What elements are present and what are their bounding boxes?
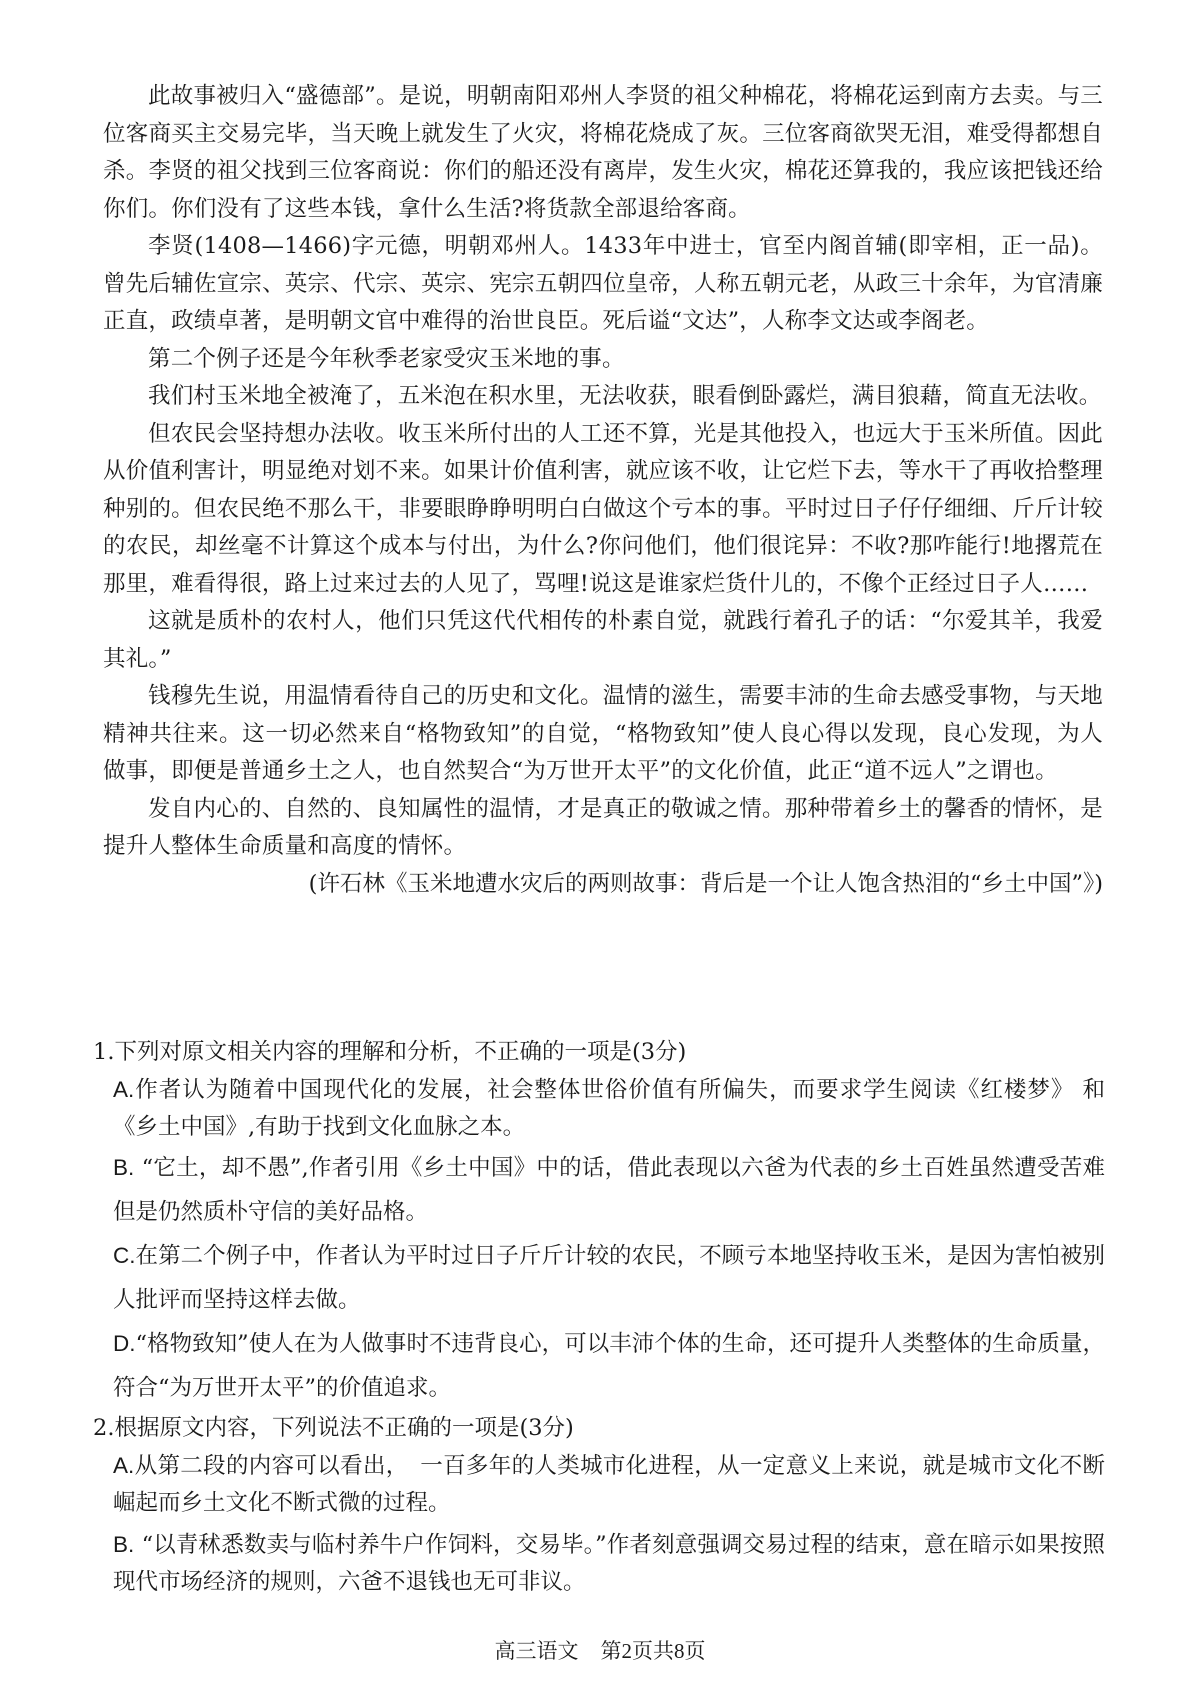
option-text: 作者认为随着中国现代化的发展，社会整体世俗价值有所偏失，而要求学生阅读《红楼梦》 和《乡土中国》,有助于找到文化血脉之本。 xyxy=(113,1077,1105,1140)
question-1-option-c xyxy=(93,1234,1105,1322)
option-text: “格物致知”使人在为人做事时不违背良心，可以丰沛个体的生命，还可提升人类整体的生命质量，符合“为万世开太平”的价值追求。 xyxy=(113,1331,1105,1401)
option-text: 从第二段的内容可以看出， 一百多年的人类城市化进程，从一定意义上来说，就是城市文化不断崛起而乡土文化不断式微的过程。 xyxy=(113,1453,1105,1516)
question-1-stem: 1.下列对原文相关内容的理解和分析，不正确的一项是(3分) xyxy=(93,1039,687,1065)
option-text: 在第二个例子中，作者认为平时过日子斤斤计较的农民，不顾亏本地坚持收玉米，是因为害怕被别人批评而坚持这样去做。 xyxy=(113,1243,1105,1313)
passage-paragraph-4: 我们村玉米地全被淹了，五米泡在积水里，无法收获，眼看倒卧露烂，满目狼藉，简直无法收。 xyxy=(148,383,1102,409)
option-label: D. xyxy=(113,1331,136,1356)
passage-paragraph-1: 此故事被归入“盛德部”。是说，明朝南阳邓州人李贤的祖父种棉花，将棉花运到南方去卖。与三位客商买主交易完毕，当天晚上就发生了火灾，将棉花烧成了灰。三位客商欲哭无泪，难受得都想自杀。李贤的祖父找到三位客商说：你们的船还没有离岸，发生火灾，棉花还算我的，我应该把钱还给你们。你们没有了这些本钱，拿什么生活?将货款全部退给客商。 xyxy=(103,83,1103,222)
option-text: “它土，却不愚”,作者引用《乡土中国》中的话，借此表现以六爸为代表的乡土百姓虽然遭受苦难但是仍然质朴守信的美好品格。 xyxy=(113,1155,1105,1225)
passage-paragraph-8: 发自内心的、自然的、良知属性的温情，才是真正的敬诚之情。那种带着乡土的馨香的情怀，是提升人整体生命质量和高度的情怀。 xyxy=(103,795,1103,859)
footer-page-number: 第2页共8页 xyxy=(600,1639,706,1663)
question-2-option-b xyxy=(93,1526,1105,1601)
passage-paragraph-7: 钱穆先生说，用温情看待自己的历史和文化。温情的滋生，需要丰沛的生命去感受事物，与天地精神共往来。这一切必然来自“格物致知”的自觉，“格物致知”使人良心得以发现，良心发现，为人做事，即便是普通乡土之人，也自然契合“为万世开太平”的文化价值，此正“道不远人”之谓也。 xyxy=(103,683,1103,784)
option-label: B. xyxy=(113,1155,135,1180)
question-1-option-d xyxy=(93,1322,1105,1410)
question-2-option-a xyxy=(93,1447,1105,1522)
passage-paragraph-2: 李贤(1408—1466)字元德，明朝邓州人。1433年中进士，官至内阁首辅(即宰相，正一品)。曾先后辅佐宣宗、英宗、代宗、英宗、宪宗五朝四位皇帝，人称五朝元老，从政三十余年，为官清廉正直，政绩卓著，是明朝文官中难得的治世良臣。死后谥“文达”，人称李文达或李阁老。 xyxy=(103,233,1103,334)
question-1-option-a xyxy=(93,1071,1105,1146)
option-text: “以青秫悉数卖与临村养牛户作饲料，交易毕。”作者刻意强调交易过程的结束，意在暗示如果按照现代市场经济的规则，六爸不退钱也无可非议。 xyxy=(113,1532,1105,1595)
option-label: A. xyxy=(113,1077,135,1102)
question-1-option-b xyxy=(93,1146,1105,1234)
option-label: C. xyxy=(113,1243,136,1268)
question-list xyxy=(93,1034,1105,1601)
passage-paragraph-6: 这就是质朴的农村人，他们只凭这代代相传的朴素自觉，就践行着孔子的话：“尔爱其羊，我爱其礼。” xyxy=(103,608,1103,672)
footer-subject: 高三语文 xyxy=(494,1639,579,1663)
option-label: B. xyxy=(113,1532,135,1557)
reading-passage xyxy=(103,78,1103,903)
question-2-stem: 2.根据原文内容，下列说法不正确的一项是(3分) xyxy=(93,1415,574,1441)
option-label: A. xyxy=(113,1453,135,1478)
page-footer xyxy=(0,1635,1200,1665)
passage-paragraph-3: 第二个例子还是今年秋季老家受灾玉米地的事。 xyxy=(148,345,625,372)
passage-paragraph-5: 但农民会坚持想办法收。收玉米所付出的人工还不算，光是其他投入，也远大于玉米所值。因此从价值利害计，明显绝对划不来。如果计价值利害，就应该不收，让它烂下去，等水干了再收拾整理种别的。但农民绝不那么干，非要眼睁睁明明白白做这个亏本的事。平时过日子仔仔细细、斤斤计较的农民，却丝毫不计算这个成本与付出，为什么?你问他们，他们很诧异：不收?那咋能行!地撂荒在那里，难看得很，路上过来过去的人见了，骂哩!说这是谁家烂货什儿的，不像个正经过日子人…… xyxy=(103,420,1103,597)
passage-source: (许石林《玉米地遭水灾后的两则故事：背后是一个让人饱含热泪的“乡土中国”》) xyxy=(308,870,1103,897)
